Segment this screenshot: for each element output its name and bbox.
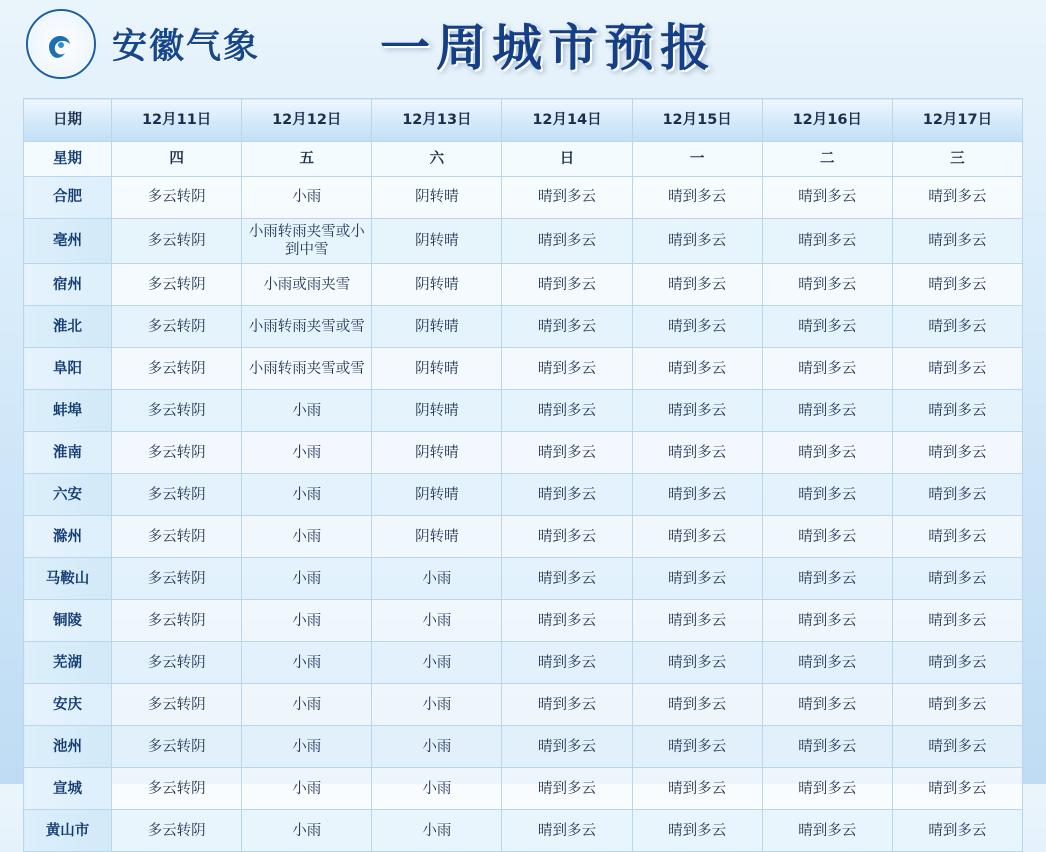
forecast-cell: 阴转晴 (372, 177, 502, 219)
forecast-cell: 晴到多云 (502, 810, 632, 852)
column-header-date: 日期 (24, 99, 112, 142)
table-row (24, 642, 1023, 684)
column-header-day-2: 12月12日 (242, 99, 372, 142)
forecast-cell: 小雨 (242, 177, 372, 219)
forecast-cell: 多云转阴 (112, 600, 242, 642)
forecast-cell: 晴到多云 (892, 600, 1022, 642)
forecast-cell: 晴到多云 (892, 768, 1022, 810)
forecast-cell: 晴到多云 (632, 306, 762, 348)
forecast-cell: 晴到多云 (502, 684, 632, 726)
city-name-cell: 蚌埠 (24, 390, 112, 432)
forecast-table-wrap (23, 98, 1023, 852)
forecast-cell: 晴到多云 (632, 726, 762, 768)
forecast-cell: 多云转阴 (112, 642, 242, 684)
forecast-cell: 晴到多云 (762, 600, 892, 642)
forecast-cell: 晴到多云 (502, 432, 632, 474)
forecast-cell: 晴到多云 (762, 768, 892, 810)
forecast-cell: 晴到多云 (632, 390, 762, 432)
forecast-cell: 晴到多云 (502, 558, 632, 600)
table-row (24, 264, 1023, 306)
city-name-cell: 滁州 (24, 516, 112, 558)
weekday-3: 六 (372, 142, 502, 177)
weekday-6: 二 (762, 142, 892, 177)
table-row (24, 474, 1023, 516)
forecast-cell: 小雨 (242, 432, 372, 474)
forecast-cell: 晴到多云 (632, 474, 762, 516)
forecast-cell: 晴到多云 (762, 642, 892, 684)
forecast-cell: 阴转晴 (372, 219, 502, 264)
table-row (24, 558, 1023, 600)
forecast-cell: 阴转晴 (372, 390, 502, 432)
forecast-cell: 晴到多云 (632, 516, 762, 558)
city-name-cell: 六安 (24, 474, 112, 516)
forecast-cell: 晴到多云 (762, 219, 892, 264)
city-name-cell: 池州 (24, 726, 112, 768)
weekday-1: 四 (112, 142, 242, 177)
weekday-7: 三 (892, 142, 1022, 177)
brand-title: 安徽气象 (112, 27, 261, 67)
forecast-cell: 多云转阴 (112, 390, 242, 432)
forecast-cell: 晴到多云 (892, 390, 1022, 432)
forecast-cell: 晴到多云 (632, 264, 762, 306)
header-row (24, 99, 1023, 142)
column-header-day-5: 12月15日 (632, 99, 762, 142)
forecast-cell: 多云转阴 (112, 810, 242, 852)
city-name-cell: 淮北 (24, 306, 112, 348)
forecast-cell: 晴到多云 (892, 264, 1022, 306)
forecast-cell: 多云转阴 (112, 306, 242, 348)
city-name-cell: 合肥 (24, 177, 112, 219)
forecast-cell: 晴到多云 (762, 390, 892, 432)
column-header-day-1: 12月11日 (112, 99, 242, 142)
cloud-swirl-icon (44, 27, 78, 61)
weekday-4: 日 (502, 142, 632, 177)
forecast-cell: 阴转晴 (372, 348, 502, 390)
forecast-cell: 晴到多云 (892, 642, 1022, 684)
forecast-cell: 多云转阴 (112, 726, 242, 768)
forecast-cell: 小雨 (372, 684, 502, 726)
forecast-cell: 晴到多云 (892, 432, 1022, 474)
forecast-cell: 晴到多云 (632, 348, 762, 390)
forecast-cell: 多云转阴 (112, 264, 242, 306)
column-header-day-7: 12月17日 (892, 99, 1022, 142)
forecast-cell: 晴到多云 (502, 306, 632, 348)
forecast-cell: 晴到多云 (502, 642, 632, 684)
weekday-2: 五 (242, 142, 372, 177)
city-name-cell: 宿州 (24, 264, 112, 306)
forecast-cell: 小雨 (242, 558, 372, 600)
forecast-cell: 晴到多云 (762, 558, 892, 600)
forecast-cell: 晴到多云 (502, 219, 632, 264)
forecast-cell: 小雨转雨夹雪或雪 (242, 306, 372, 348)
forecast-cell: 晴到多云 (762, 264, 892, 306)
forecast-cell: 小雨 (372, 600, 502, 642)
forecast-cell: 晴到多云 (762, 432, 892, 474)
city-name-cell: 淮南 (24, 432, 112, 474)
forecast-cell: 晴到多云 (632, 768, 762, 810)
weekday-5: 一 (632, 142, 762, 177)
table-row (24, 432, 1023, 474)
table-row (24, 390, 1023, 432)
forecast-cell: 晴到多云 (632, 558, 762, 600)
forecast-cell: 小雨或雨夹雪 (242, 264, 372, 306)
table-body (24, 142, 1023, 852)
forecast-cell: 晴到多云 (502, 390, 632, 432)
forecast-cell: 小雨 (242, 768, 372, 810)
city-name-cell: 铜陵 (24, 600, 112, 642)
forecast-cell: 晴到多云 (892, 306, 1022, 348)
forecast-cell: 小雨 (372, 810, 502, 852)
column-header-day-3: 12月13日 (372, 99, 502, 142)
forecast-cell: 晴到多云 (762, 177, 892, 219)
forecast-cell: 晴到多云 (892, 219, 1022, 264)
table-row (24, 219, 1023, 264)
forecast-cell: 晴到多云 (762, 474, 892, 516)
forecast-cell: 晴到多云 (762, 516, 892, 558)
forecast-cell: 晴到多云 (892, 684, 1022, 726)
forecast-cell: 多云转阴 (112, 684, 242, 726)
forecast-cell: 多云转阴 (112, 474, 242, 516)
forecast-cell: 晴到多云 (892, 726, 1022, 768)
weekday-row (24, 142, 1023, 177)
forecast-cell: 小雨 (242, 516, 372, 558)
city-name-cell: 芜湖 (24, 642, 112, 684)
city-name-cell: 阜阳 (24, 348, 112, 390)
forecast-cell: 阴转晴 (372, 264, 502, 306)
forecast-cell: 晴到多云 (632, 177, 762, 219)
forecast-cell: 晴到多云 (632, 642, 762, 684)
table-row (24, 684, 1023, 726)
table-row (24, 306, 1023, 348)
forecast-cell: 阴转晴 (372, 474, 502, 516)
forecast-cell: 多云转阴 (112, 432, 242, 474)
weekday-label: 星期 (24, 142, 112, 177)
table-row (24, 348, 1023, 390)
table-row (24, 810, 1023, 852)
table-row (24, 600, 1023, 642)
forecast-cell: 多云转阴 (112, 558, 242, 600)
forecast-cell: 阴转晴 (372, 516, 502, 558)
forecast-cell: 晴到多云 (502, 474, 632, 516)
forecast-cell: 多云转阴 (112, 177, 242, 219)
forecast-cell: 晴到多云 (762, 810, 892, 852)
forecast-cell: 晴到多云 (892, 348, 1022, 390)
forecast-cell: 晴到多云 (632, 600, 762, 642)
forecast-cell: 阴转晴 (372, 432, 502, 474)
forecast-cell: 晴到多云 (892, 810, 1022, 852)
city-name-cell: 黄山市 (24, 810, 112, 852)
forecast-cell: 小雨 (372, 726, 502, 768)
forecast-cell: 小雨 (372, 558, 502, 600)
forecast-cell: 小雨 (242, 600, 372, 642)
table-row (24, 177, 1023, 219)
forecast-cell: 多云转阴 (112, 516, 242, 558)
forecast-cell: 晴到多云 (502, 264, 632, 306)
table-row (24, 516, 1023, 558)
forecast-table (23, 98, 1023, 852)
forecast-cell: 小雨 (242, 684, 372, 726)
city-name-cell: 安庆 (24, 684, 112, 726)
table-row (24, 726, 1023, 768)
forecast-cell: 晴到多云 (632, 432, 762, 474)
city-name-cell: 亳州 (24, 219, 112, 264)
page-title: 一周城市预报 (380, 18, 716, 77)
forecast-cell: 小雨 (242, 390, 372, 432)
forecast-cell: 晴到多云 (502, 348, 632, 390)
forecast-cell: 阴转晴 (372, 306, 502, 348)
city-name-cell: 宣城 (24, 768, 112, 810)
forecast-cell: 小雨转雨夹雪或雪 (242, 348, 372, 390)
forecast-cell: 晴到多云 (892, 558, 1022, 600)
forecast-cell: 晴到多云 (762, 348, 892, 390)
forecast-cell: 晴到多云 (502, 516, 632, 558)
forecast-cell: 小雨 (242, 642, 372, 684)
forecast-cell: 小雨转雨夹雪或小到中雪 (242, 219, 372, 264)
forecast-cell: 小雨 (242, 474, 372, 516)
anhui-meteorology-logo-icon (26, 9, 96, 79)
forecast-cell: 晴到多云 (502, 600, 632, 642)
column-header-day-4: 12月14日 (502, 99, 632, 142)
forecast-cell: 晴到多云 (892, 474, 1022, 516)
forecast-cell: 小雨 (372, 768, 502, 810)
forecast-cell: 晴到多云 (502, 768, 632, 810)
forecast-cell: 小雨 (242, 810, 372, 852)
forecast-cell: 多云转阴 (112, 348, 242, 390)
table-row (24, 768, 1023, 810)
forecast-cell: 晴到多云 (762, 306, 892, 348)
forecast-cell: 晴到多云 (632, 810, 762, 852)
table-head (24, 99, 1023, 142)
city-name-cell: 马鞍山 (24, 558, 112, 600)
forecast-cell: 晴到多云 (762, 684, 892, 726)
forecast-cell: 晴到多云 (632, 684, 762, 726)
forecast-cell: 小雨 (372, 642, 502, 684)
forecast-cell: 晴到多云 (502, 726, 632, 768)
forecast-cell: 多云转阴 (112, 768, 242, 810)
column-header-day-6: 12月16日 (762, 99, 892, 142)
forecast-cell: 晴到多云 (502, 177, 632, 219)
forecast-cell: 晴到多云 (892, 177, 1022, 219)
forecast-cell: 晴到多云 (892, 516, 1022, 558)
forecast-cell: 小雨 (242, 726, 372, 768)
page-header (0, 0, 1046, 88)
forecast-cell: 多云转阴 (112, 219, 242, 264)
forecast-cell: 晴到多云 (762, 726, 892, 768)
forecast-cell: 晴到多云 (632, 219, 762, 264)
